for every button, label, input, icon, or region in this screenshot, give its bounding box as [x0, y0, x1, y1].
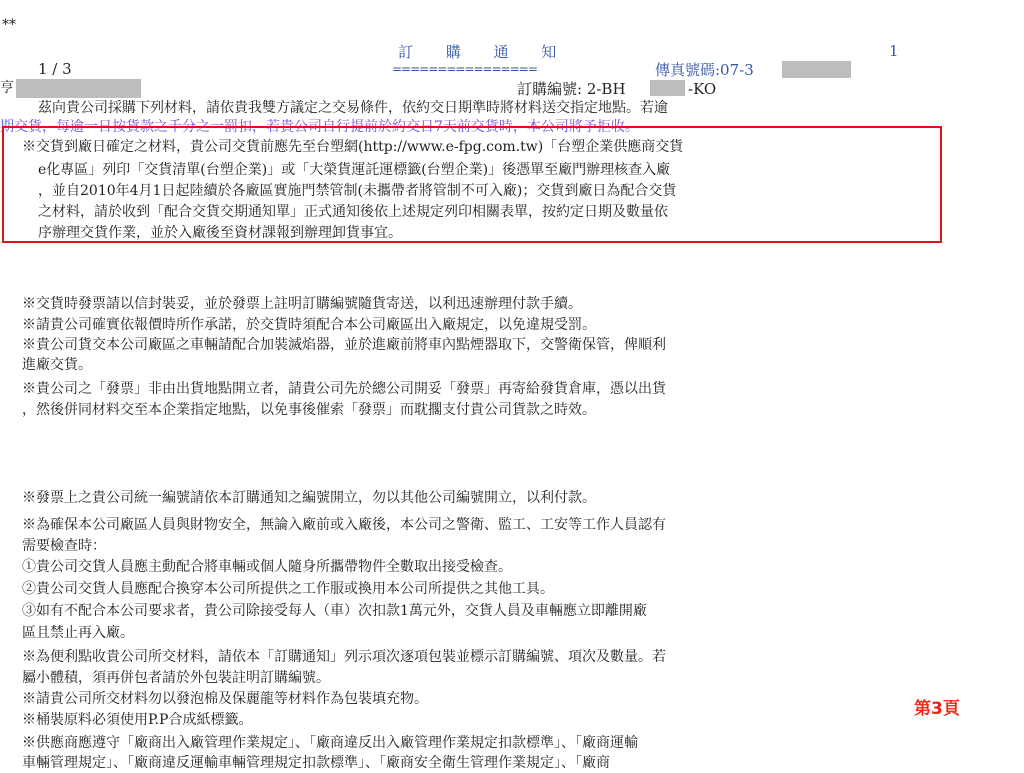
redacted-order-number	[650, 80, 685, 96]
redacted-vendor-name	[16, 79, 141, 98]
highlight-line-2: e化專區」列印「交貨清單(台塑企業)」或「大榮貨運託運標籤(台塑企業)」後憑單至廠門辦理核查入廠	[38, 162, 671, 178]
clause-security-item-3: ③如有不配合本公司要求者，貴公司除接受每人（車）次扣款1萬元外，交貨人員及車輛應立即離開廠	[22, 603, 647, 619]
clause-supplier-rules-cont: 車輛管理規定」、「廠商違反運輸車輛管理規定扣款標準」、「廠商安全衛生管理作業規定」、「廠商	[22, 755, 610, 771]
highlight-line-3: ，並自2010年4月1日起陸續於各廠區實施門禁管制(未攜帶者將管制不可入廠)；交貨到廠日為配合交貨	[38, 183, 677, 199]
clause-security-check: ※為確保本公司廠區人員與財物安全，無論入廠前或入廠後，本公司之警衛、監工、工安等工作人員認有	[22, 517, 666, 533]
vendor-name-prefix: 亨	[0, 80, 14, 96]
fax-number-label: 傳真號碼:07-3	[655, 61, 754, 79]
clause-invoice-envelope: ※交貨時發票請以信封裝妥，並於發票上註明訂購編號隨貨寄送，以利迅速辦理付款手續。	[22, 296, 582, 312]
intro-line-1: 茲向貴公司採購下列材料，請依貴我雙方議定之交易條件，依約交日期準時將材料送交指定地點。若逾	[38, 100, 668, 116]
clause-security-item-1: ①貴公司交貨人員應主動配合將車輛或個人隨身所攜帶物件全數取出接受檢查。	[22, 559, 512, 575]
page-counter: 1 / 3	[38, 60, 72, 78]
clause-pp-label: ※桶裝原料必須使用P.P合成紙標籤。	[22, 712, 253, 728]
title-underline: ================	[392, 62, 537, 76]
page-label: 第3頁	[914, 699, 960, 719]
highlight-line-4: 之材料，請於收到「配合交貨交期通知單」正式通知後依上述規定列印相關表單，按約定日期及數量依	[38, 204, 668, 220]
redacted-fax-number	[782, 61, 851, 78]
clause-security-item-3-cont: 區且禁止再入廠。	[22, 625, 134, 641]
clause-packaging: ※為便利點收貴公司所交材料，請依本「訂購通知」列示項次逐項包裝並標示訂購編號、項次及數量。若	[22, 649, 666, 665]
clause-invoice-issuance: ※貴公司之「發票」非由出貨地點開立者，請貴公司先於總公司開妥「發票」再寄給發貨倉庫，憑以出貨	[22, 381, 666, 397]
document-title: 訂 購 通 知	[398, 43, 571, 61]
clause-invoice-issuance-cont: ，然後併同材料交至本企業指定地點，以免事後催索「發票」而耽擱支付貴公司貨款之時效。	[22, 402, 596, 418]
clause-vehicle-flame-arrester-cont: 進廠交貨。	[22, 357, 92, 373]
page-number: 1	[889, 42, 899, 60]
clause-quote-commitment: ※請貴公司確實依報價時所作承諾，於交貨時須配合本公司廠區出入廠規定，以免違規受罰。	[22, 317, 596, 333]
clause-security-item-2: ②貴公司交貨人員應配合換穿本公司所提供之工作服或換用本公司所提供之其他工具。	[22, 581, 554, 597]
order-number-suffix: -KO	[688, 80, 717, 98]
intro-line-2: 期交貨，每逾一日按貨款之千分之一罰扣，若貴公司自行提前於約交日7天前交貨時，本公司將予拒收。	[0, 119, 639, 135]
clause-tax-id: ※發票上之貴公司統一編號請依本訂購通知之編號開立，勿以其他公司編號開立，以利付款。	[22, 490, 596, 506]
clause-supplier-rules: ※供應商應遵守「廠商出入廠管理作業規定」、「廠商違反出入廠管理作業規定扣款標準」、「廠商運輸	[22, 735, 638, 751]
clause-security-check-cont: 需要檢查時：	[22, 538, 106, 554]
clause-packaging-cont: 屬小體積，須再併包者請於外包裝註明訂購編號。	[22, 670, 330, 686]
header-stars: **	[2, 17, 16, 33]
clause-vehicle-flame-arrester: ※貴公司貨交本公司廠區之車輛請配合加裝滅焰器，並於進廠前將車內點煙器取下，交警衛保管，俾順利	[22, 337, 666, 353]
order-number-label: 訂購編號: 2-BH	[517, 80, 626, 98]
highlight-line-5: 序辦理交貨作業，並於入廠後至資材課報到辦理卸貨事宜。	[38, 225, 402, 241]
clause-no-foam-fill: ※請貴公司所交材料勿以發泡棉及保麗龍等材料作為包裝填充物。	[22, 691, 428, 707]
highlight-line-1: ※交貨到廠日確定之材料，貴公司交貨前應先至台塑網(http://www.e-fpg.com.tw)「台塑企業供應商交貨	[22, 139, 684, 155]
